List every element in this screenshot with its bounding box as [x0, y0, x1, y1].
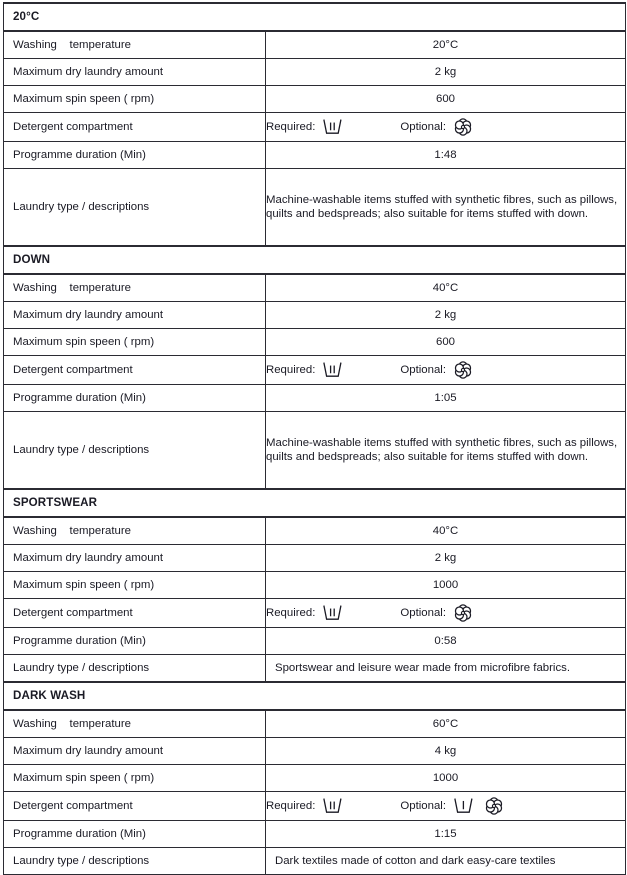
row-max-spin-speed-label: Maximum spin speen ( rpm) [4, 572, 266, 599]
row-laundry-type-label: Laundry type / descriptions [4, 169, 266, 247]
fabric-softener-flower-icon [452, 602, 474, 624]
table-row [4, 329, 626, 356]
row-detergent-compartment-value [266, 113, 626, 142]
detergent-required-group [266, 118, 344, 137]
row-max-dry-laundry-amount-label: Maximum dry laundry amount [4, 302, 266, 329]
detergent-icon-row [266, 599, 625, 627]
table-row [4, 142, 626, 169]
row-programme-duration-label: Programme duration (Min) [4, 142, 266, 169]
detergent-drawer-one-bar-icon [452, 797, 475, 816]
detergent-drawer-two-bar-icon [321, 361, 344, 380]
table-row [4, 86, 626, 113]
table-row [4, 765, 626, 792]
row-programme-duration-value: 0:58 [266, 628, 626, 655]
detergent-icon-row [266, 356, 625, 384]
row-max-spin-speed-value: 1000 [266, 765, 626, 792]
row-detergent-compartment-label: Detergent compartment [4, 792, 266, 821]
detergent-required-icons [321, 118, 344, 137]
row-detergent-compartment-label: Detergent compartment [4, 599, 266, 628]
row-programme-duration-label: Programme duration (Min) [4, 821, 266, 848]
table-row [4, 599, 626, 628]
row-max-spin-speed-value: 1000 [266, 572, 626, 599]
table-row [4, 59, 626, 86]
fabric-softener-flower-icon [452, 116, 474, 138]
detergent-optional-icons [452, 602, 474, 624]
detergent-optional-label: Optional: [400, 799, 446, 812]
row-laundry-type-label: Laundry type / descriptions [4, 848, 266, 875]
detergent-required-label: Required: [266, 120, 316, 133]
detergent-optional-icons [452, 795, 505, 817]
detergent-optional-label: Optional: [400, 120, 446, 133]
table-row [4, 738, 626, 765]
row-max-spin-speed-label: Maximum spin speen ( rpm) [4, 329, 266, 356]
section-title: SPORTSWEAR [4, 489, 626, 517]
detergent-required-group [266, 797, 344, 816]
detergent-required-label: Required: [266, 606, 316, 619]
row-detergent-compartment-label: Detergent compartment [4, 113, 266, 142]
detergent-optional-group [400, 116, 474, 138]
row-detergent-compartment-value [266, 356, 626, 385]
table-row [4, 848, 626, 875]
section-header-row [4, 682, 626, 710]
row-detergent-compartment-value [266, 792, 626, 821]
table-row [4, 31, 626, 59]
detergent-icon-row [266, 113, 625, 141]
row-laundry-type-label: Laundry type / descriptions [4, 412, 266, 490]
detergent-optional-group [400, 795, 505, 817]
row-washing-temperature-value: 60°C [266, 710, 626, 738]
row-programme-duration-value: 1:48 [266, 142, 626, 169]
row-programme-duration-label: Programme duration (Min) [4, 628, 266, 655]
row-laundry-type-label: Laundry type / descriptions [4, 655, 266, 683]
detergent-required-icons [321, 361, 344, 380]
table-row [4, 572, 626, 599]
detergent-optional-group [400, 602, 474, 624]
section-header-row [4, 3, 626, 31]
row-max-dry-laundry-amount-label: Maximum dry laundry amount [4, 545, 266, 572]
row-laundry-type-description: Dark textiles made of cotton and dark easy-care textiles [266, 848, 626, 875]
table-row [4, 113, 626, 142]
table-row [4, 628, 626, 655]
detergent-optional-label: Optional: [400, 363, 446, 376]
detergent-required-label: Required: [266, 363, 316, 376]
table-row [4, 302, 626, 329]
detergent-optional-label: Optional: [400, 606, 446, 619]
detergent-required-icons [321, 797, 344, 816]
row-max-dry-laundry-amount-label: Maximum dry laundry amount [4, 59, 266, 86]
row-max-spin-speed-label: Maximum spin speen ( rpm) [4, 86, 266, 113]
detergent-required-icons [321, 604, 344, 623]
detergent-optional-group [400, 359, 474, 381]
section-title: 20°C [4, 3, 626, 31]
detergent-icon-row [266, 792, 625, 820]
row-washing-temperature-value: 40°C [266, 517, 626, 545]
section-header-row [4, 489, 626, 517]
row-max-dry-laundry-amount-value: 2 kg [266, 302, 626, 329]
detergent-required-group [266, 604, 344, 623]
fabric-softener-flower-icon [452, 359, 474, 381]
table-row [4, 710, 626, 738]
table-row [4, 356, 626, 385]
detergent-drawer-two-bar-icon [321, 797, 344, 816]
fabric-softener-flower-icon [483, 795, 505, 817]
detergent-drawer-two-bar-icon [321, 118, 344, 137]
section-header-row [4, 246, 626, 274]
row-washing-temperature-value: 40°C [266, 274, 626, 302]
row-max-spin-speed-label: Maximum spin speen ( rpm) [4, 765, 266, 792]
detergent-optional-icons [452, 116, 474, 138]
row-detergent-compartment-label: Detergent compartment [4, 356, 266, 385]
section-title: DARK WASH [4, 682, 626, 710]
row-max-dry-laundry-amount-value: 4 kg [266, 738, 626, 765]
section-title: DOWN [4, 246, 626, 274]
table-row [4, 412, 626, 490]
table-row [4, 385, 626, 412]
row-max-dry-laundry-amount-value: 2 kg [266, 59, 626, 86]
table-row [4, 274, 626, 302]
detergent-required-label: Required: [266, 799, 316, 812]
row-programme-duration-value: 1:05 [266, 385, 626, 412]
row-washing-temperature-label: Washing temperature [4, 710, 266, 738]
row-max-spin-speed-value: 600 [266, 86, 626, 113]
table-row [4, 545, 626, 572]
table-row [4, 655, 626, 683]
row-washing-temperature-label: Washing temperature [4, 517, 266, 545]
table-row [4, 169, 626, 247]
programme-specification-table [3, 2, 626, 875]
row-programme-duration-label: Programme duration (Min) [4, 385, 266, 412]
row-max-dry-laundry-amount-label: Maximum dry laundry amount [4, 738, 266, 765]
detergent-drawer-two-bar-icon [321, 604, 344, 623]
row-max-spin-speed-value: 600 [266, 329, 626, 356]
row-max-dry-laundry-amount-value: 2 kg [266, 545, 626, 572]
row-washing-temperature-value: 20°C [266, 31, 626, 59]
row-washing-temperature-label: Washing temperature [4, 31, 266, 59]
row-laundry-type-description: Machine-washable items stuffed with synthetic fibres, such as pillows, quilts and bedspreads; also suitable for items stuffed with down. [266, 412, 626, 490]
detergent-required-group [266, 361, 344, 380]
detergent-optional-icons [452, 359, 474, 381]
table-row [4, 792, 626, 821]
row-laundry-type-description: Machine-washable items stuffed with synthetic fibres, such as pillows, quilts and bedspreads; also suitable for items stuffed with down. [266, 169, 626, 247]
row-washing-temperature-label: Washing temperature [4, 274, 266, 302]
row-detergent-compartment-value [266, 599, 626, 628]
row-laundry-type-description: Sportswear and leisure wear made from microfibre fabrics. [266, 655, 626, 683]
table-row [4, 517, 626, 545]
table-row [4, 821, 626, 848]
row-programme-duration-value: 1:15 [266, 821, 626, 848]
